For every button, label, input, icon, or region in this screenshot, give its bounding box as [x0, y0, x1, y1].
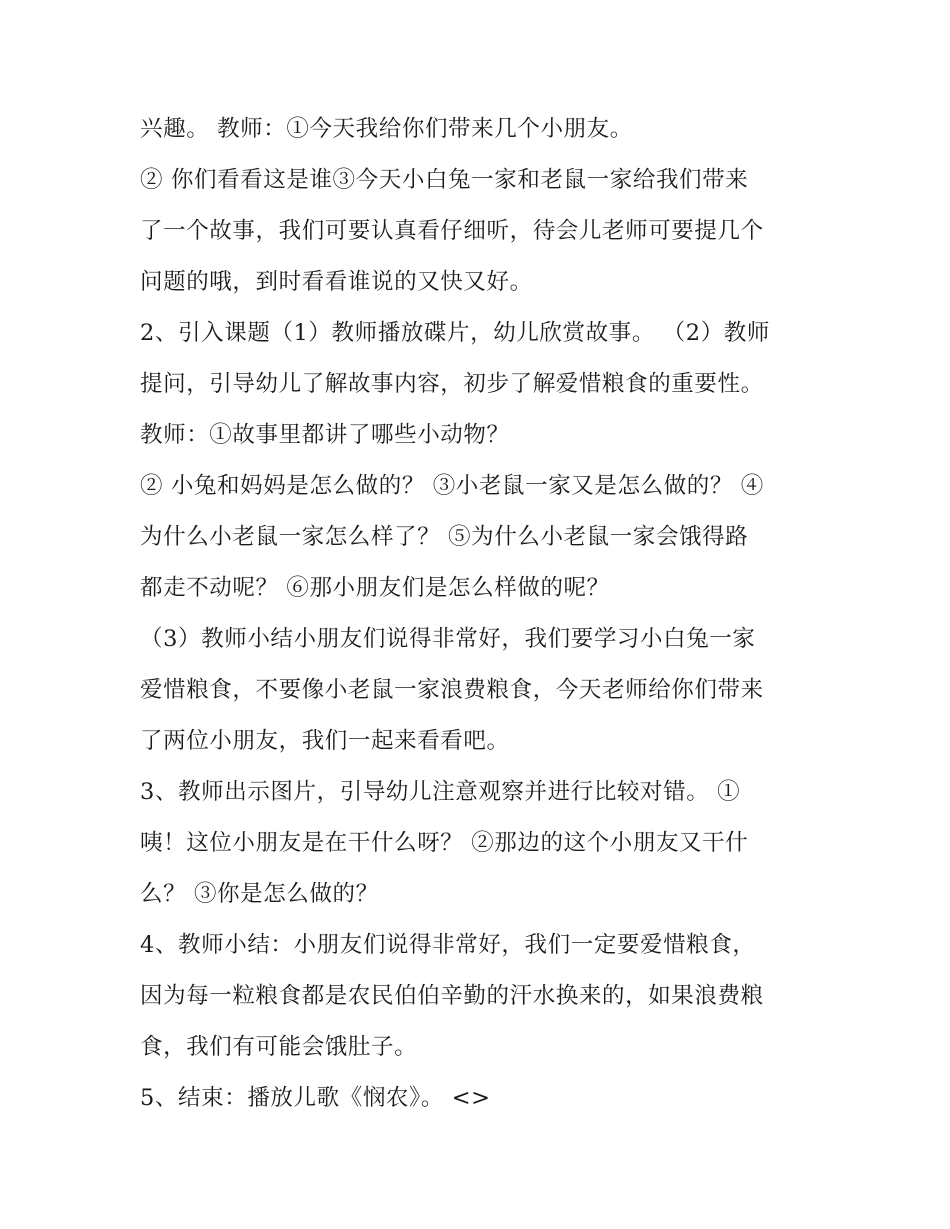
text-line: 咦！这位小朋友是在干什么呀？ ②那边的这个小朋友又干什	[140, 830, 749, 856]
text-line: 5、结束：播放儿歌《悯农》。 <>	[140, 1085, 491, 1111]
text-line: 3、教师出示图片，引导幼儿注意观察并进行比较对错。 ①	[140, 779, 741, 805]
text-line: 兴趣。 教师：①今天我给你们带来几个小朋友。	[140, 116, 633, 142]
text-line: 2、引入课题（1）教师播放碟片，幼儿欣赏故事。 （2）教师	[140, 320, 770, 346]
text-line: 都走不动呢？ ⑥那小朋友们是怎么样做的呢？	[140, 575, 610, 601]
text-line: 了两位小朋友，我们一起来看看吧。	[140, 728, 510, 754]
text-line: 问题的哦，到时看看谁说的又快又好。	[140, 269, 533, 295]
text-line: 么？ ③你是怎么做的？	[140, 881, 379, 907]
text-line: （3）教师小结小朋友们说得非常好，我们要学习小白兔一家	[140, 626, 756, 652]
text-line: 提问，引导幼儿了解故事内容，初步了解爱惜粮食的重要性。	[140, 371, 764, 397]
text-line: 为什么小老鼠一家怎么样了？ ⑤为什么小老鼠一家会饿得路	[140, 524, 749, 550]
text-line: 食，我们有可能会饿肚子。	[140, 1034, 418, 1060]
document-body	[140, 104, 820, 1124]
text-line: 4、教师小结：小朋友们说得非常好，我们一定要爱惜粮食，	[140, 932, 756, 958]
text-line: 爱惜粮食，不要像小老鼠一家浪费粮食，今天老师给你们带来	[140, 677, 764, 703]
text-line: 了一个故事，我们可要认真看仔细听，待会儿老师可要提几个	[140, 218, 764, 244]
text-line: 因为每一粒粮食都是农民伯伯辛勤的汗水换来的，如果浪费粮	[140, 983, 764, 1009]
text-line: 教师：①故事里都讲了哪些小动物？	[140, 422, 510, 448]
text-line: ② 小兔和妈妈是怎么做的？ ③小老鼠一家又是怎么做的？ ④	[140, 473, 764, 499]
text-line: ② 你们看看这是谁③今天小白兔一家和老鼠一家给我们带来	[140, 167, 749, 193]
